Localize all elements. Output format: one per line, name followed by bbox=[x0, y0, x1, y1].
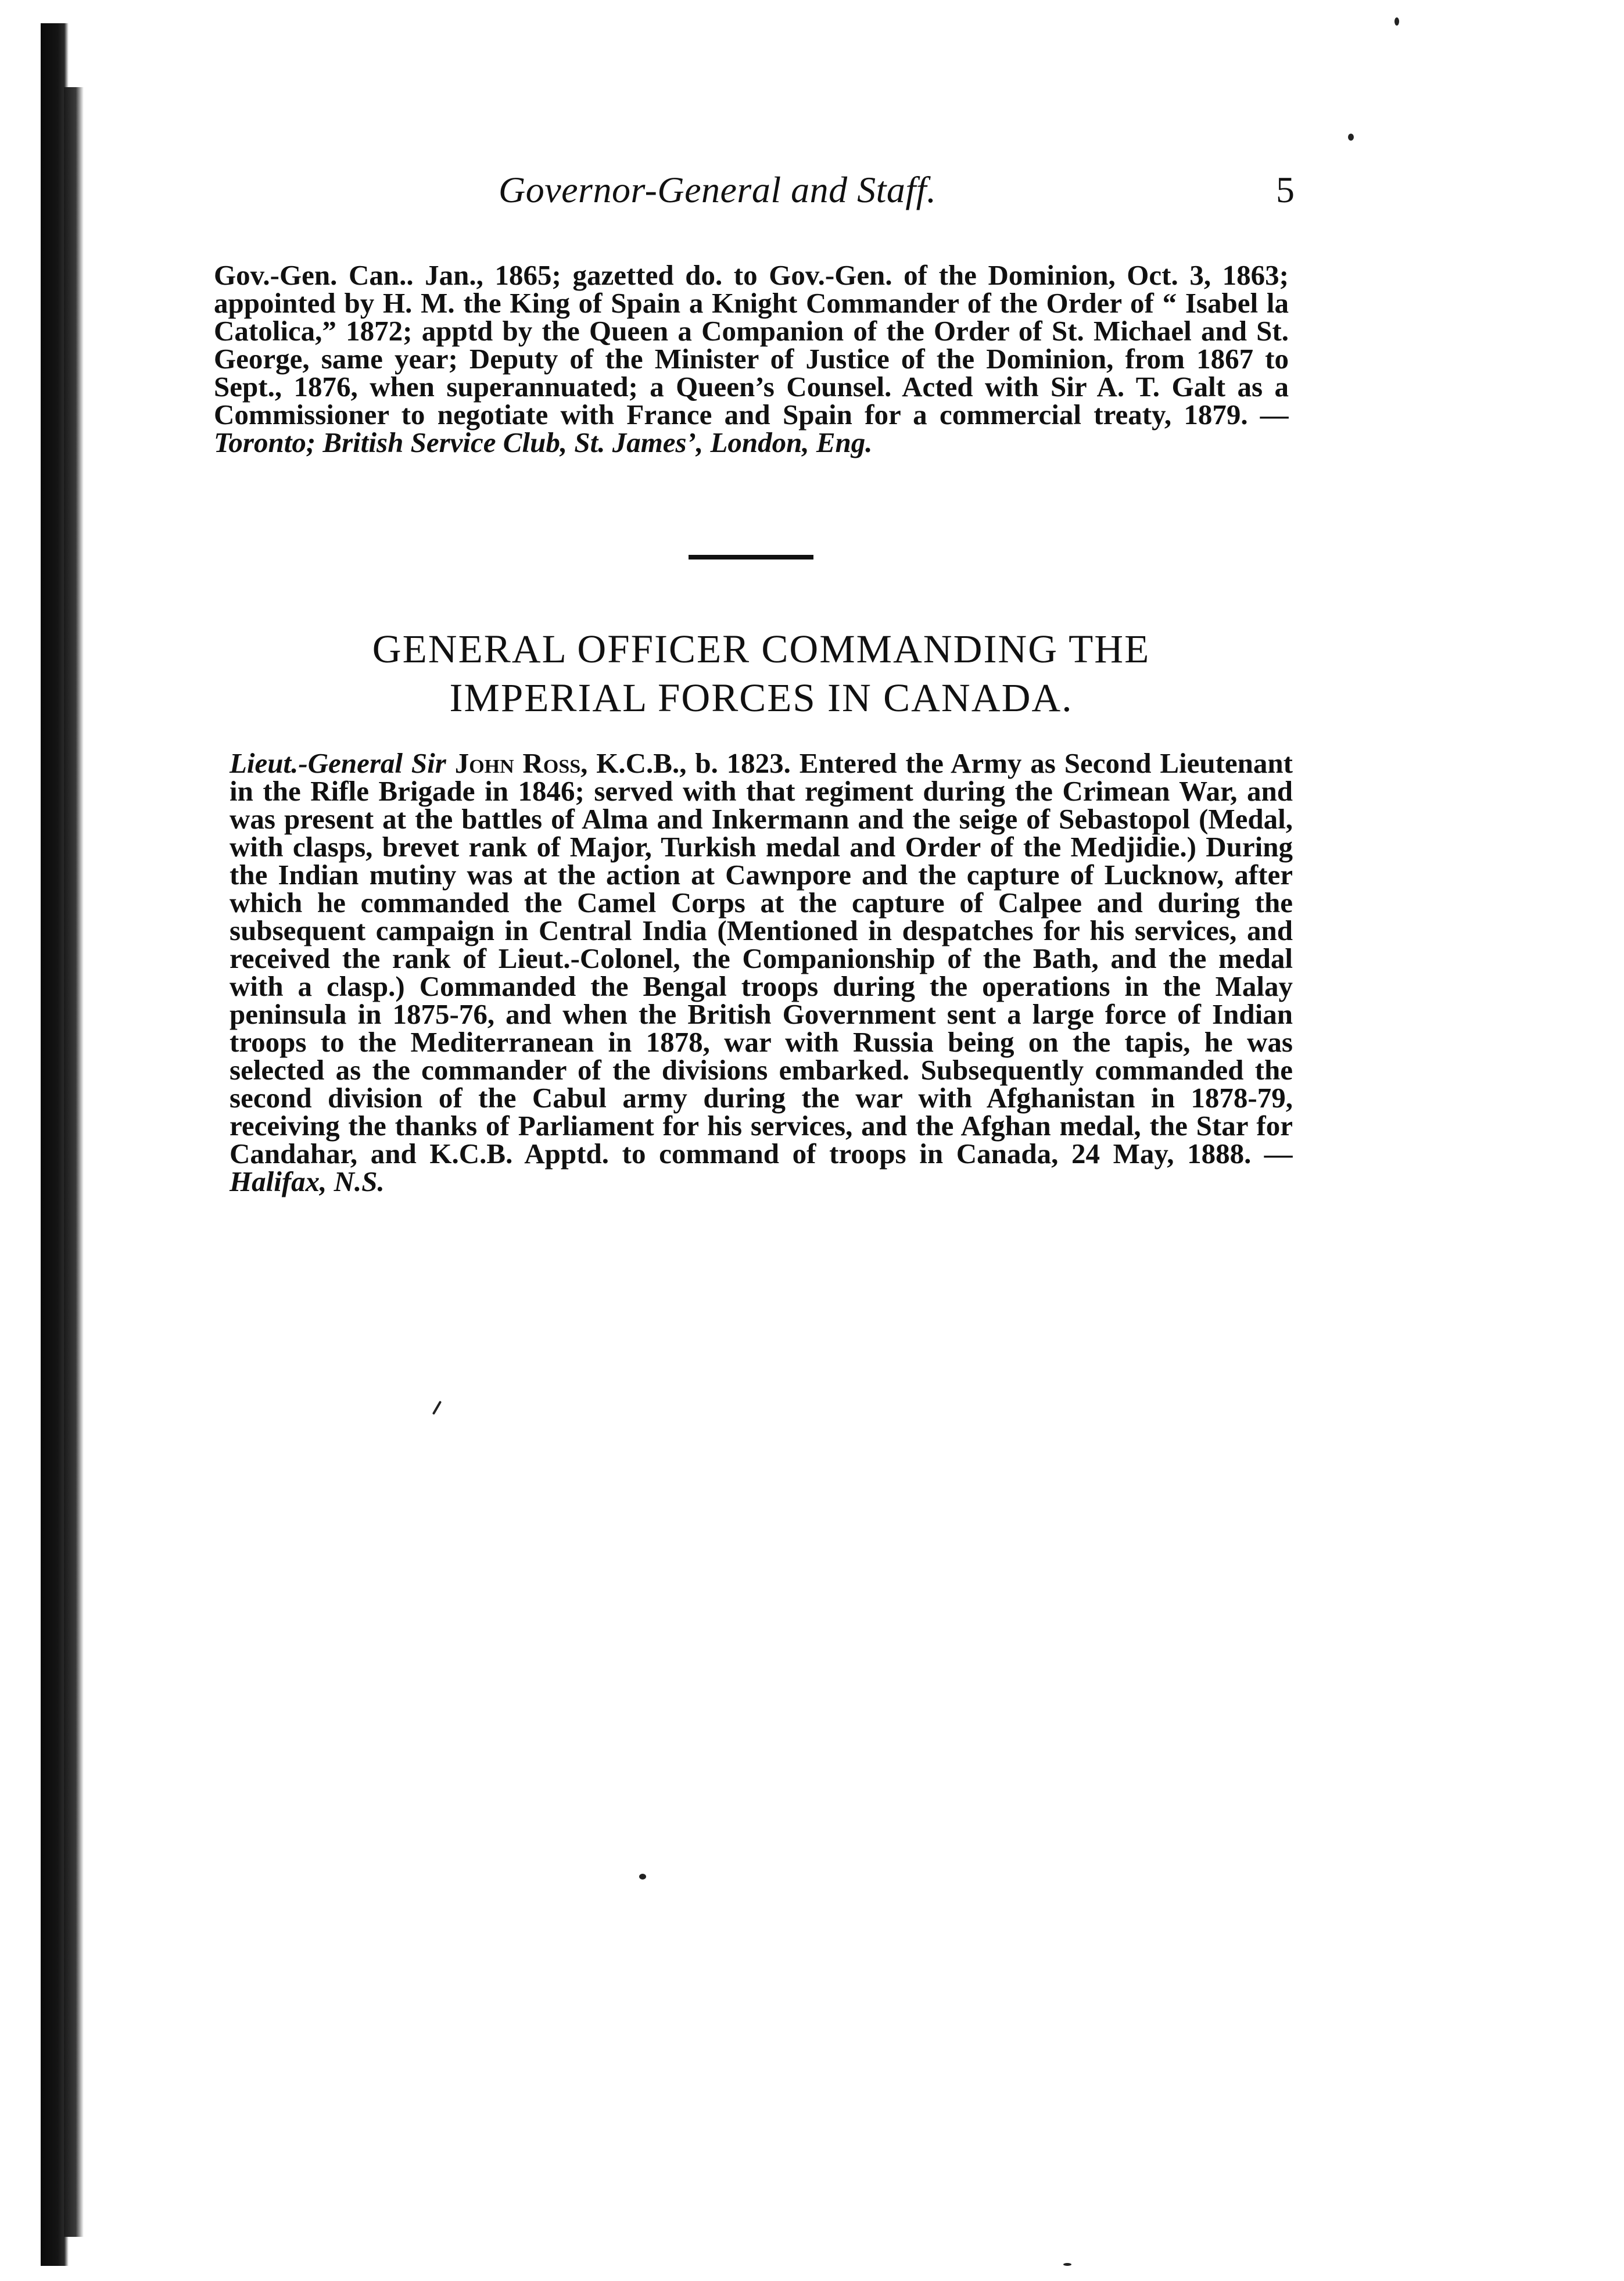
section-divider-rule bbox=[689, 555, 813, 560]
bio-text: K.C.B., b. 1823. Entered the Army as Second Lieutenant in the Rifle Brigade in 1846; served with that regiment during the Crimean War, and was present at the battles of Alma and Inkermann and the seige of Sebastopol (Medal, with clasps, brevet rank of Major, Turkish medal and Order of the Medjidie.) During the Indian mutiny was at the action at Cawnpore and the capture of Lucknow, after which he commanded the Camel Corps at the capture of Calpee and during the subsequent campaign in Central India (Mentioned in despatches for his services, and received the rank of Lieut.-Colonel, the Companionship of the Bath, and the medal with a clasp.) Commanded the Bengal troops during the operations in the Malay peninsula in 1875-76, and when the British Government sent a large force of Indian troops to the Mediterranean in 1878, war with Russia being on the tapis, he was selected as the commander of the divisions embarked. Subsequently commanded the second division of the Cabul army during the war with Afghanistan in 1878-79, receiving the thanks of Parliament for his services, and the Afghan medal, the Star for Candahar, and K.C.B. Apptd. to command of troops in Canada, 24 May, 1888. bbox=[230, 747, 1293, 1170]
bio-name: John Ross, bbox=[454, 747, 588, 779]
section-heading-line-1: GENERAL OFFICER COMMANDING THE bbox=[372, 627, 1150, 671]
intro-address: —Toronto; British Service Club, St. James’, London, Eng. bbox=[214, 399, 1289, 458]
running-header bbox=[220, 168, 1300, 227]
binding-edge-shadow-inner bbox=[64, 87, 84, 2237]
scan-speck bbox=[1063, 2263, 1071, 2266]
scan-speck bbox=[639, 1874, 646, 1880]
biography-paragraph bbox=[230, 749, 1293, 1196]
bio-rank: Lieut.-General Sir bbox=[230, 747, 446, 779]
scan-speck bbox=[432, 1401, 442, 1415]
page-number: 5 bbox=[1276, 169, 1295, 210]
section-heading-line-2: IMPERIAL FORCES IN CANADA. bbox=[449, 676, 1073, 720]
intro-paragraph bbox=[214, 261, 1289, 457]
bio-address: —Halifax, N.S. bbox=[230, 1138, 1293, 1197]
scan-speck bbox=[1394, 17, 1399, 26]
intro-text: Gov.-Gen. Can.. Jan., 1865; gazetted do. to Gov.-Gen. of the Dominion, Oct. 3, 1863; appointed by H. M. the King of Spain a Knight Commander of the Order of “ Isabel la Catolica,” 1872; apptd by the Queen a Companion of the Order of St. Michael and St. George, same year; Deputy of the Minister of Justice of the Dominion, from 1867 to Sept., 1876, when superannuated; a Queen’s Counsel. Acted with Sir A. T. Galt as a Commissioner to negotiate with France and Spain for a commercial treaty, 1879. bbox=[214, 259, 1289, 431]
scan-speck bbox=[1348, 134, 1354, 141]
section-heading bbox=[221, 625, 1302, 722]
running-title: Governor-General and Staff. bbox=[499, 169, 937, 210]
